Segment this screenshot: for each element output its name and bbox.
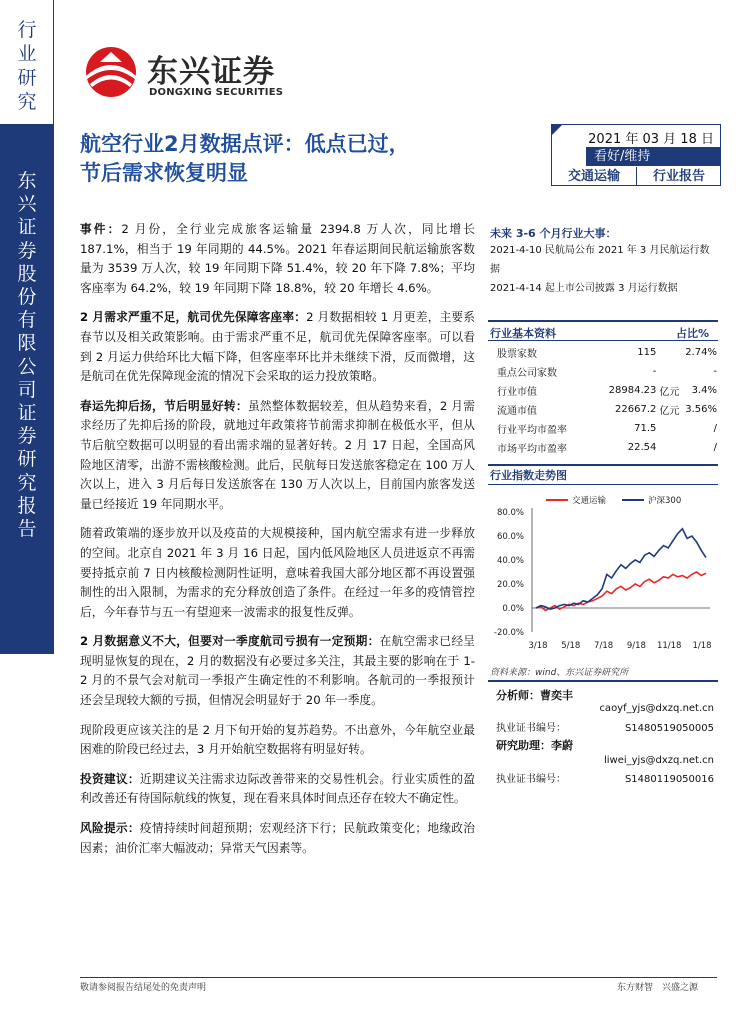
basics-label: 市场平均市盈率 (497, 444, 567, 455)
cert-label: 执业证书编号： (496, 774, 566, 785)
basics-row (497, 438, 717, 457)
basics-pct-heading: 占比% (676, 327, 710, 340)
event-item: 2021-4-10 民航局公布 2021 年 3 月民航运行数据 (490, 245, 710, 275)
x-tick-label: 1/18 (692, 641, 712, 651)
report-type-tag: 行业报告 (652, 169, 705, 184)
series-line-hs300 (536, 529, 706, 609)
paragraph-spring-travel (80, 397, 475, 515)
basics-unit (656, 419, 681, 438)
y-tick-label: 0.0% (502, 604, 524, 614)
paragraph-text: 随着政策端的逐步放开以及疫苗的大规模接种，国内航空需求有进一步释放的空间。北京自 2021 年 3 月 16 日起，国内低风险地区人员进返京不再需要持抵京前 7 日内核酸检测阴性证明，意味着我国大部分地区都不再设置强制性的出入限制，为需求的充分释放创造了条件。在经过一年多的疫情管控后，今年春节与五一有望迎来一波需求的报复性反弹。 (80, 526, 475, 619)
paragraph-heading: 投资建议： (80, 771, 140, 786)
index-trend-chart (488, 490, 718, 655)
basics-unit (656, 438, 681, 457)
events-list (490, 241, 718, 298)
corner-decoration (552, 125, 562, 135)
basics-label: 重点公司家数 (497, 368, 557, 379)
x-tick-label: 3/18 (528, 641, 548, 651)
y-tick-label: 20.0% (496, 580, 524, 590)
divider (488, 680, 718, 682)
sidebar-company-band (0, 124, 54, 654)
report-body (80, 220, 475, 868)
report-meta-box (551, 124, 721, 186)
paragraph-heading: 事件： (80, 222, 122, 236)
paragraph-heading: 风险提示： (80, 821, 140, 836)
basics-label: 流通市值 (497, 406, 537, 417)
basics-heading: 行业基本资料 (490, 327, 556, 340)
paragraph-text: 疫情持续时间超预期；宏观经济下行；民航政策变化；地缘政治因素；油价汇率大幅波动；异常天气因素等。 (80, 821, 475, 855)
analyst-name: 分析师：曹奕丰 (496, 689, 573, 702)
chart-heading: 行业指数走势图 (490, 469, 567, 482)
basics-row (497, 362, 717, 381)
basics-pct: 3.56% (685, 404, 717, 415)
basics-row (497, 400, 717, 419)
x-tick-label: 5/18 (561, 641, 581, 651)
paragraph-heading: 2 月数据意义不大，但要对一季度航司亏损有一定预期： (80, 634, 380, 649)
cert-number: S1480519050005 (624, 723, 714, 734)
paragraph-demand (80, 308, 475, 386)
basics-value: 28984.23 (608, 385, 657, 396)
paragraph-text: 近期建议关注需求边际改善带来的交易性机会。行业实质性的盈利改善还有待国际航线的恢复，现在看来具体时间点还存在较大不确定性。 (80, 771, 475, 806)
divider (488, 484, 718, 485)
paragraph-q1-loss (80, 632, 475, 710)
paragraph-text: 在航空需求已经呈现明显恢复的现在，2 月的数据没有必要过多关注，其最主要的影响在于 1-2 月的不景气会对航司一季报产生确定性的不利影响。各航司的一季报预计还会呈现较大额的亏损，但情况会明显好于 20 年一季度。 (80, 634, 475, 708)
paragraph-event (80, 220, 475, 298)
chart-source: 资料来源：wind、东兴证券研究所 (490, 668, 629, 678)
paragraph-investment (80, 770, 475, 809)
paragraph-text: 虽然整体数据较差，但从趋势来看，2 月需求经历了先抑后扬的阶段，就地过年政策将节前需求抑制在极低水平，但从节后航空数据可以明显的看出需求端的显著好转。2 月 17 日起，全国高风险地区清零，出游不需核酸检测。此后，民航每日发送旅客稳定在 100 万人次以上，进入 3 月后每日发送旅客在 130 万人次以上，目前国内旅客发送量已经接近 19 年同期水平。 (80, 398, 475, 511)
sidebar-category-band (0, 0, 54, 124)
basics-value: 22667.2 (615, 404, 657, 415)
basics-pct: / (713, 423, 717, 434)
divider (488, 464, 718, 466)
basics-row (497, 419, 717, 438)
basics-label: 行业市值 (497, 387, 537, 398)
events-heading: 未来 3-6 个月行业大事： (490, 227, 617, 240)
basics-value: 22.54 (627, 442, 657, 453)
sidebar-company-text: 东 兴 证 券 股 份 有 限 公 司 证 券 研 究 报 告 (17, 170, 37, 541)
basics-unit (656, 362, 681, 381)
basics-row (497, 381, 717, 400)
paragraph-recovery (80, 721, 475, 760)
paragraph-risk (80, 819, 475, 858)
assistant-name: 研究助理：李蔚 (496, 739, 573, 752)
footer-divider (80, 977, 717, 978)
basics-pct: - (713, 366, 717, 377)
basics-value: - (652, 366, 657, 377)
y-tick-label: 40.0% (496, 556, 524, 566)
sidebar-category-text: 行 业 研 究 (17, 19, 37, 113)
basics-row (497, 343, 717, 362)
basics-unit (656, 343, 681, 362)
basics-value: 71.5 (634, 423, 657, 434)
x-tick-label: 9/18 (626, 641, 646, 651)
y-tick-label: 80.0% (496, 508, 524, 518)
basics-table (497, 343, 717, 457)
legend-label: 沪深300 (648, 496, 682, 506)
logo-english-name: DONGXING SECURITIES (149, 87, 284, 98)
footer-slogan: 东方财智 兴盛之源 (617, 983, 699, 993)
dongxing-logo-icon (80, 46, 142, 98)
x-tick-label: 11/18 (656, 641, 682, 651)
sector-tag: 交通运输 (552, 167, 637, 186)
divider (488, 320, 718, 322)
event-item: 2021-4-14 起上市公司披露 3 月运行数据 (490, 283, 678, 294)
basics-unit: 亿元 (659, 406, 680, 417)
paragraph-policy (80, 524, 475, 622)
basics-pct: / (713, 442, 717, 453)
footer-disclaimer: 敬请参阅报告结尾处的免责声明 (80, 983, 207, 993)
cert-number: S1480119050016 (624, 774, 714, 785)
report-date: 2021 年 03 月 18 日 (588, 132, 714, 147)
x-tick-label: 7/18 (594, 641, 614, 651)
basics-label: 行业平均市盈率 (497, 425, 567, 436)
basics-value: 115 (637, 347, 657, 358)
rating-badge: 看好/维持 (586, 147, 721, 166)
report-title-line2: 节后需求恢复明显 (80, 161, 248, 185)
basics-label: 股票家数 (497, 349, 537, 360)
basics-pct: 3.4% (691, 385, 717, 396)
assistant-email: liwei_yjs@dxzq.net.cn (603, 755, 714, 766)
paragraph-text: 2 月份，全行业完成旅客运输量 2394.8 万人次，同比增长 187.1%，相当于 19 年同期的 44.5%。2021 年春运期间民航运输旅客数量为 3539 万人次，较 19 年同期下降 51.4%，较 20 年下降 7.8%；平均客座率为 64.2%，较 19 年同期下降 18.8%，较 20 年增长 4.6%。 (80, 222, 475, 295)
paragraph-heading: 2 月需求严重不足，航司优先保障客座率： (80, 310, 307, 325)
analyst-email: caoyf_yjs@dxzq.net.cn (599, 703, 714, 714)
paragraph-heading: 春运先抑后扬，节后明显好转： (80, 398, 248, 413)
cert-label: 执业证书编号： (496, 723, 566, 734)
legend-label: 交通运输 (572, 496, 607, 506)
paragraph-text: 2 月数据相较 1 月更差，主要系春节以及相关政策影响。由于需求严重不足，航司优先保障客座率。可以看到 2 月运力供给环比大幅下降，但客座率环比并未继续下滑，反而微增，这是航司在优先保障现金流的情况下会采取的运力投放策略。 (80, 310, 475, 384)
divider (488, 340, 718, 341)
y-tick-label: 60.0% (496, 532, 524, 542)
report-title-line1: 航空行业2月数据点评：低点已过， (80, 132, 410, 156)
basics-unit: 亿元 (659, 387, 680, 398)
y-tick-label: -20.0% (493, 628, 524, 638)
paragraph-text: 现阶段更应该关注的是 2 月下旬开始的复苏趋势。不出意外，今年航空业最困难的阶段已经过去，3 月开始航空数据将有明显好转。 (80, 722, 475, 757)
basics-pct: 2.74% (685, 347, 717, 358)
logo-chinese-name: 东兴证券 (147, 54, 275, 90)
